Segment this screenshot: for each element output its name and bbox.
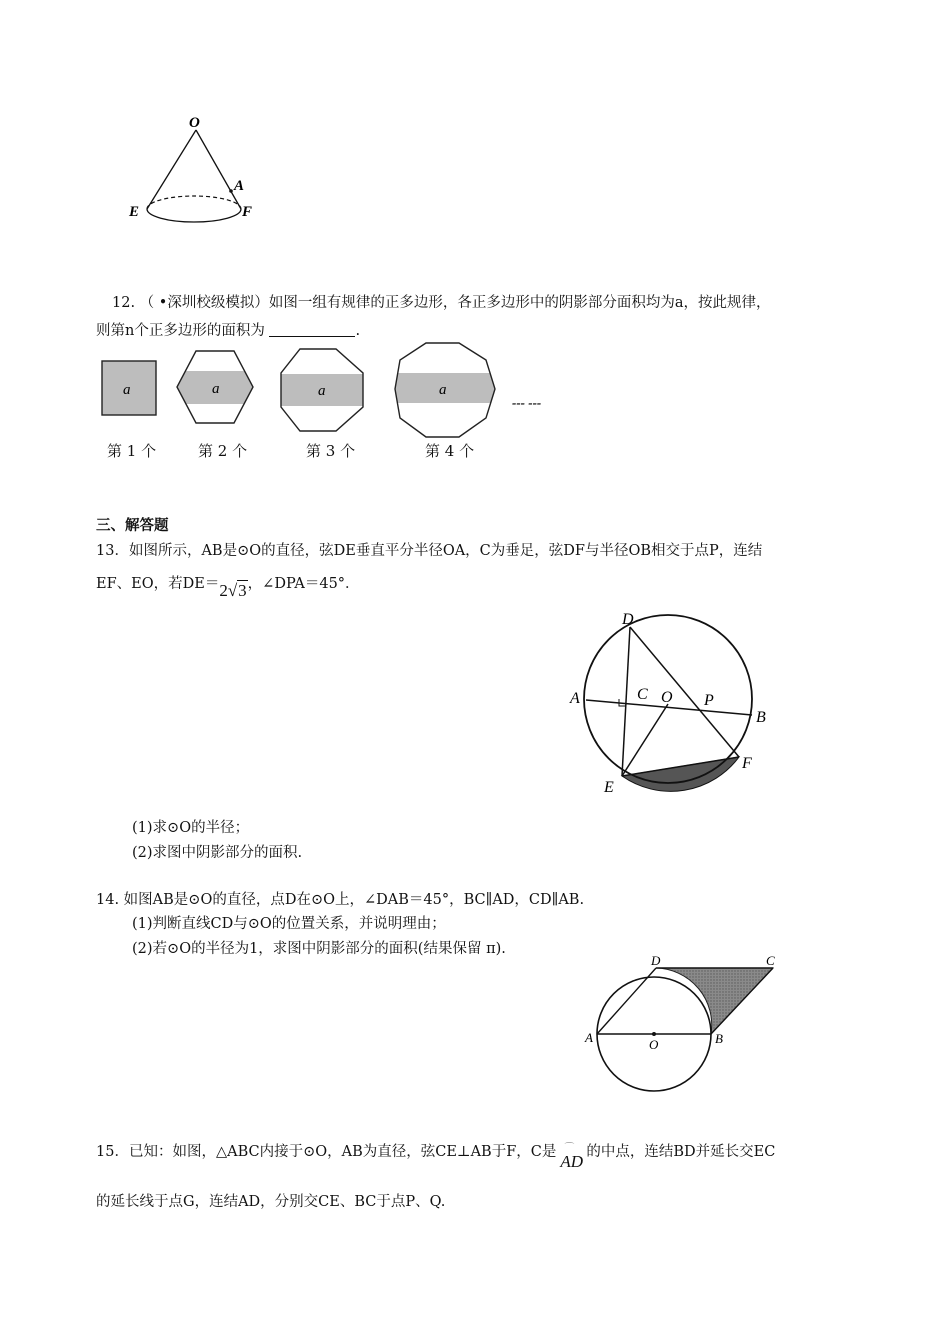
chord-de [622, 627, 630, 776]
label-b: B [756, 709, 766, 726]
cone-figure [125, 110, 265, 230]
label-a: A [570, 690, 580, 707]
cone-base-front [147, 209, 241, 222]
segment-ad [597, 968, 656, 1034]
q12-line1: 12. （ •深圳校级模拟）如图一组有规律的正多边形，各正多边形中的阴影部分面积均为a，按此规律， [112, 295, 771, 311]
q14-line1: 14. 如图AB是⊙O的直径，点D在⊙O上，∠DAB＝45°，BC∥AD，CD∥AB. [96, 892, 585, 908]
math-2-sqrt-3 [219, 581, 247, 601]
caption-2: 第 2 个 [198, 442, 248, 460]
shaded-segment [622, 757, 739, 791]
hexagon-label: a [212, 381, 220, 397]
label-p: P [704, 692, 714, 709]
label-o: O [661, 689, 673, 706]
sequence-ellipsis: --- --- [512, 395, 542, 410]
label-o: O [649, 1037, 659, 1052]
shaded-region [656, 968, 773, 1034]
math-coefficient: 2 [219, 581, 228, 600]
caption-4: 第 4 个 [425, 442, 475, 460]
q15-line1 [96, 1142, 776, 1171]
q13-line2 [96, 573, 360, 600]
decagon-label: a [439, 382, 447, 398]
q12-line2-end: . [355, 323, 361, 339]
segment-eo [622, 704, 668, 776]
q14-sub1: (1)判断直线CD与⊙O的位置关系，并说明理由； [132, 916, 446, 932]
q15-line1-text: 15．已知：如图，△ABC内接于⊙O，AB为直径，弦CE⊥AB于F，C是 [96, 1144, 557, 1160]
label-f: F [242, 204, 253, 220]
q13-sub2: (2)求图中阴影部分的面积. [132, 845, 303, 861]
q14-sub2: (2)若⊙O的半径为1，求图中阴影部分的面积(结果保留 π). [132, 941, 506, 957]
q15-line1-end: 的中点，连结BD并延长交EC [586, 1144, 776, 1160]
q12-line2-text: 则第n个正多边形的面积为 [96, 323, 270, 339]
math-radicand: 3 [238, 581, 247, 600]
label-d: D [622, 611, 634, 628]
square-label: a [123, 382, 131, 398]
label-c: C [637, 686, 648, 703]
q13-circle-figure [560, 605, 790, 805]
octagon-label: a [318, 383, 326, 399]
q13-line1: 13．如图所示，AB是⊙O的直径，弦DE垂直平分半径OA，C为垂足，弦DF与半径OB相交于点P，连结 [96, 543, 763, 559]
caption-1: 第 1 个 [107, 442, 157, 460]
label-e: E [604, 779, 614, 796]
q14-circle-figure [575, 955, 790, 1100]
point-a-dot [229, 189, 233, 193]
arc-symbol: ⌒ [564, 1143, 575, 1154]
label-a: A [234, 178, 245, 194]
label-a: A [585, 1030, 593, 1045]
label-f: F [742, 755, 752, 772]
arc-label: AD [560, 1152, 584, 1171]
caption-3: 第 3 个 [306, 442, 356, 460]
arc-ad [556, 1142, 586, 1171]
center-dot [652, 1032, 656, 1036]
section-title: 三、解答题 [96, 517, 169, 534]
label-b: B [715, 1031, 723, 1046]
label-c: C [766, 955, 775, 968]
q15-line2: 的延长线于点G，连结AD，分别交CE、BC于点P、Q. [96, 1194, 446, 1210]
label-e: E [129, 204, 140, 220]
cone-edge-right [196, 130, 241, 209]
q13-sub1: (1)求⊙O的半径； [132, 820, 250, 836]
sqrt-sign: √ [227, 581, 238, 600]
polygon-sequence-figure [95, 335, 555, 445]
label-o: O [189, 115, 200, 131]
label-d: D [651, 955, 661, 968]
cone-base-back [147, 196, 241, 209]
q13-line2-end: ，∠DPA＝45°． [247, 576, 360, 592]
q13-line2-text: EF、EO，若DE＝ [96, 576, 220, 592]
